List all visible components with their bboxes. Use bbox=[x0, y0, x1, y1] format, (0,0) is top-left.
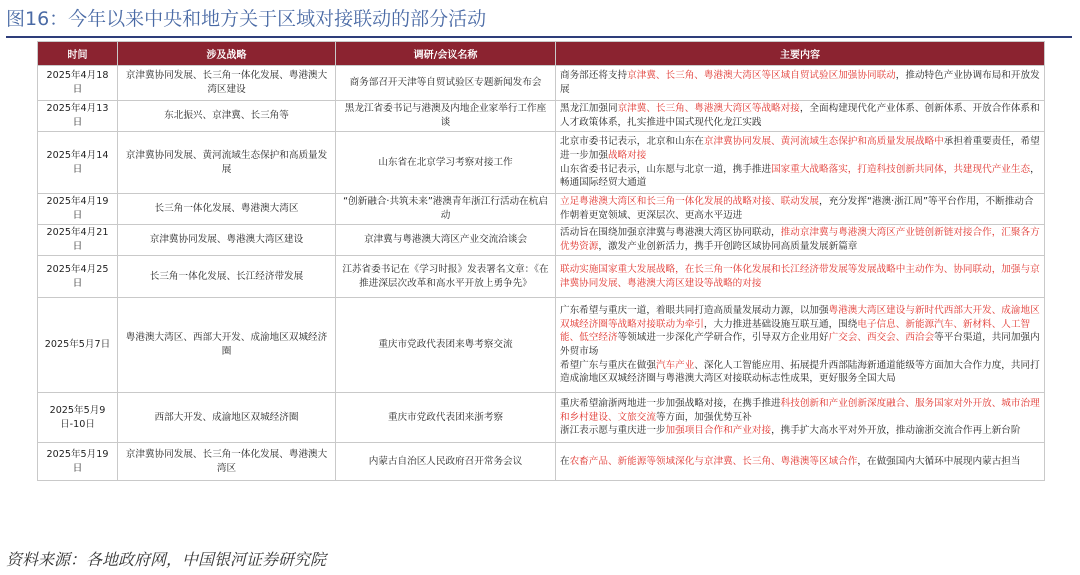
row-strategy: 京津冀协同发展、长三角一体化发展、粤港澳大湾区建设 bbox=[118, 66, 336, 101]
content-highlight: 农畜产品、新能源等领域深化与京津冀、长三角、粤港澳等区域合作 bbox=[569, 455, 858, 467]
row-content bbox=[556, 225, 1045, 256]
content-highlight: 科技创新和产业创新深度融合、服务国家对外开放、城市治理和乡村建设、文旅交流 bbox=[560, 398, 1040, 423]
row-meeting: 京津冀与粤港澳大湾区产业交流洽谈会 bbox=[336, 225, 556, 256]
row-content bbox=[556, 298, 1045, 393]
row-meeting: 重庆市党政代表团来浙考察 bbox=[336, 393, 556, 443]
content-highlight: 粤港澳大湾区建设与新时代西部大开发、成渝地区双城经济圈等战略对接联动为牵引 bbox=[560, 305, 1040, 330]
content-text: 、深化人工智能应用、拓展提升西部陆海新通道能级等方面加大合作力度，共同打造成渝地区双城经济圈与粤港澳大湾区对接联动标志性成果，更好服务全国大局 bbox=[560, 359, 1040, 385]
row-meeting: 商务部召开天津等自贸试验区专题新闻发布会 bbox=[336, 66, 556, 101]
content-text: 等领域进一步深化产学研合作，引导双方企业用好 bbox=[617, 332, 829, 344]
table-row bbox=[38, 256, 1045, 298]
content-highlight: 京津冀、长三角、粤港澳大湾区等战略对接 bbox=[617, 103, 800, 115]
row-meeting: 黑龙江省委书记与港澳及内地企业家举行工作座谈 bbox=[336, 101, 556, 132]
content-text: 在 bbox=[560, 455, 570, 467]
content-text: 北京市委书记表示，北京和山东在 bbox=[560, 136, 704, 148]
row-date: 2025年4月21日 bbox=[38, 225, 118, 256]
row-date: 2025年5月19日 bbox=[38, 443, 118, 481]
header-meeting: 调研/会议名称 bbox=[336, 42, 556, 66]
title-divider bbox=[6, 36, 1072, 38]
row-meeting: 山东省在北京学习考察对接工作 bbox=[336, 132, 556, 194]
table-row bbox=[38, 443, 1045, 481]
row-strategy: 东北振兴、京津冀、长三角等 bbox=[118, 101, 336, 132]
content-text: ，全面构建现代化产业体系、创新体系、开放合作体系和人才政策体系，扎实推进中国式现代化龙江实践 bbox=[560, 103, 1040, 128]
row-strategy: 京津冀协同发展、黄河流域生态保护和高质量发展 bbox=[118, 132, 336, 194]
header-date: 时间 bbox=[38, 42, 118, 66]
content-highlight: 广交会、西交会、西洽会 bbox=[828, 332, 935, 344]
table-row bbox=[38, 298, 1045, 393]
row-content bbox=[556, 443, 1045, 481]
content-highlight: 战略对接 bbox=[607, 149, 647, 161]
row-content bbox=[556, 101, 1045, 132]
row-meeting: 内蒙古自治区人民政府召开常务会议 bbox=[336, 443, 556, 481]
activities-table bbox=[37, 41, 1045, 481]
content-text: ，大力推进基础设施互联互通，围绕 bbox=[703, 318, 858, 330]
row-meeting: “创新融合·共筑未来”港澳青年浙江行活动在杭启动 bbox=[336, 194, 556, 225]
row-strategy: 西部大开发、成渝地区双城经济圈 bbox=[118, 393, 336, 443]
content-text: 等平台渠道，共同加强内外贸市场 bbox=[560, 332, 1040, 357]
row-strategy: 长三角一体化发展、长江经济带发展 bbox=[118, 256, 336, 298]
table-row bbox=[38, 225, 1045, 256]
row-strategy: 京津冀协同发展、长三角一体化发展、粤港澳大湾区 bbox=[118, 443, 336, 481]
content-highlight: 京津冀、长三角、粤港澳大湾区等区域自贸试验区加强协同联动 bbox=[627, 70, 896, 82]
source-note: 资料来源：各地政府网，中国银河证券研究院 bbox=[6, 550, 327, 569]
figure-title: 图16：今年以来中央和地方关于区域对接联动的部分活动 bbox=[6, 8, 487, 30]
content-text: ，携手扩大高水平对外开放，推动渝浙交流合作再上新台阶 bbox=[771, 425, 1021, 437]
header-strategy: 涉及战略 bbox=[118, 42, 336, 66]
row-strategy: 粤港澳大湾区、西部大开发、成渝地区双城经济圈 bbox=[118, 298, 336, 393]
row-strategy: 京津冀协同发展、粤港澳大湾区建设 bbox=[118, 225, 336, 256]
content-text: 等方面，加强优势互补 bbox=[655, 411, 752, 423]
row-date: 2025年4月14日 bbox=[38, 132, 118, 194]
row-date: 2025年4月13日 bbox=[38, 101, 118, 132]
row-meeting: 江苏省委书记在《学习时报》发表署名文章：《在推进深层次改革和高水平开放上勇争先》 bbox=[336, 256, 556, 298]
row-date: 2025年4月18日 bbox=[38, 66, 118, 101]
content-text: ，充分发挥“港澳·浙江周”等平台作用，不断推动合作朝着更宽领域、更深层次、更高水平迈进 bbox=[560, 196, 1034, 221]
content-text: 承担着重要责任，希望进一步加强 bbox=[560, 136, 1040, 161]
row-date: 2025年4月25日 bbox=[38, 256, 118, 298]
content-text: ，在做强国内大循环中展现内蒙古担当 bbox=[857, 455, 1021, 467]
content-text: 黑龙江加强同 bbox=[560, 103, 618, 115]
row-content bbox=[556, 132, 1045, 194]
content-text: 广东希望与重庆一道，着眼共同打造高质量发展动力源，以加强 bbox=[560, 305, 829, 317]
row-strategy: 长三角一体化发展、粤港澳大湾区 bbox=[118, 194, 336, 225]
content-highlight: 国家重大战略落实，打造科技创新共同体，共建现代产业生态 bbox=[771, 163, 1031, 175]
content-text: 重庆希望渝浙两地进一步加强战略对接，在携手推进 bbox=[560, 398, 781, 410]
content-text: 活动旨在围绕加强京津冀与粤港澳大湾区协同联动， bbox=[560, 227, 781, 239]
content-text: 希望广东与重庆在做强 bbox=[560, 359, 656, 371]
row-content bbox=[556, 256, 1045, 298]
row-content bbox=[556, 66, 1045, 101]
content-highlight: 京津冀协同发展、黄河流域生态保护和高质量发展战略中 bbox=[703, 136, 944, 148]
row-meeting: 重庆市党政代表团来粤考察交流 bbox=[336, 298, 556, 393]
content-highlight: 汽车产业 bbox=[655, 359, 695, 371]
table-header-row bbox=[38, 42, 1045, 66]
table-row bbox=[38, 132, 1045, 194]
row-date: 2025年4月19日 bbox=[38, 194, 118, 225]
content-text: 山东省委书记表示，山东愿与北京一道，携手推进 bbox=[560, 163, 772, 175]
table-row bbox=[38, 101, 1045, 132]
row-date: 2025年5月9日-10日 bbox=[38, 393, 118, 443]
content-highlight: 立足粤港澳大湾区和长三角一体化发展的战略对接、联动发展 bbox=[560, 196, 820, 208]
content-text: ，推动特色产业协调布局和开放发展 bbox=[560, 70, 1040, 95]
content-text: 浙江表示愿与重庆进一步 bbox=[560, 425, 666, 437]
table-body bbox=[38, 66, 1045, 481]
content-text: ，激发产业创新活力，携手开创跨区域协同高质量发展新篇章 bbox=[598, 241, 858, 252]
content-highlight: 推动京津冀与粤港澳大湾区产业链创新链对接合作，汇聚各方优势资源 bbox=[560, 227, 1040, 252]
content-highlight: 加强项目合作和产业对接 bbox=[665, 425, 772, 437]
content-text: 商务部还将支持 bbox=[560, 70, 628, 82]
table-row bbox=[38, 194, 1045, 225]
content-highlight: 联动实施国家重大发展战略，在长三角一体化发展和长江经济带发展等发展战略中主动作为、协同联动，加强与京津冀协同发展、粤港澳大湾区建设等战略的对接 bbox=[560, 263, 1040, 289]
table-row bbox=[38, 66, 1045, 101]
table-row bbox=[38, 393, 1045, 443]
header-content: 主要内容 bbox=[556, 42, 1045, 66]
row-content bbox=[556, 194, 1045, 225]
row-date: 2025年5月7日 bbox=[38, 298, 118, 393]
content-highlight: 电子信息、新能源汽车、新材料、人工智能、低空经济 bbox=[560, 318, 1031, 344]
content-text: ，畅通国际经贸大通道 bbox=[560, 163, 1040, 189]
row-content bbox=[556, 393, 1045, 443]
